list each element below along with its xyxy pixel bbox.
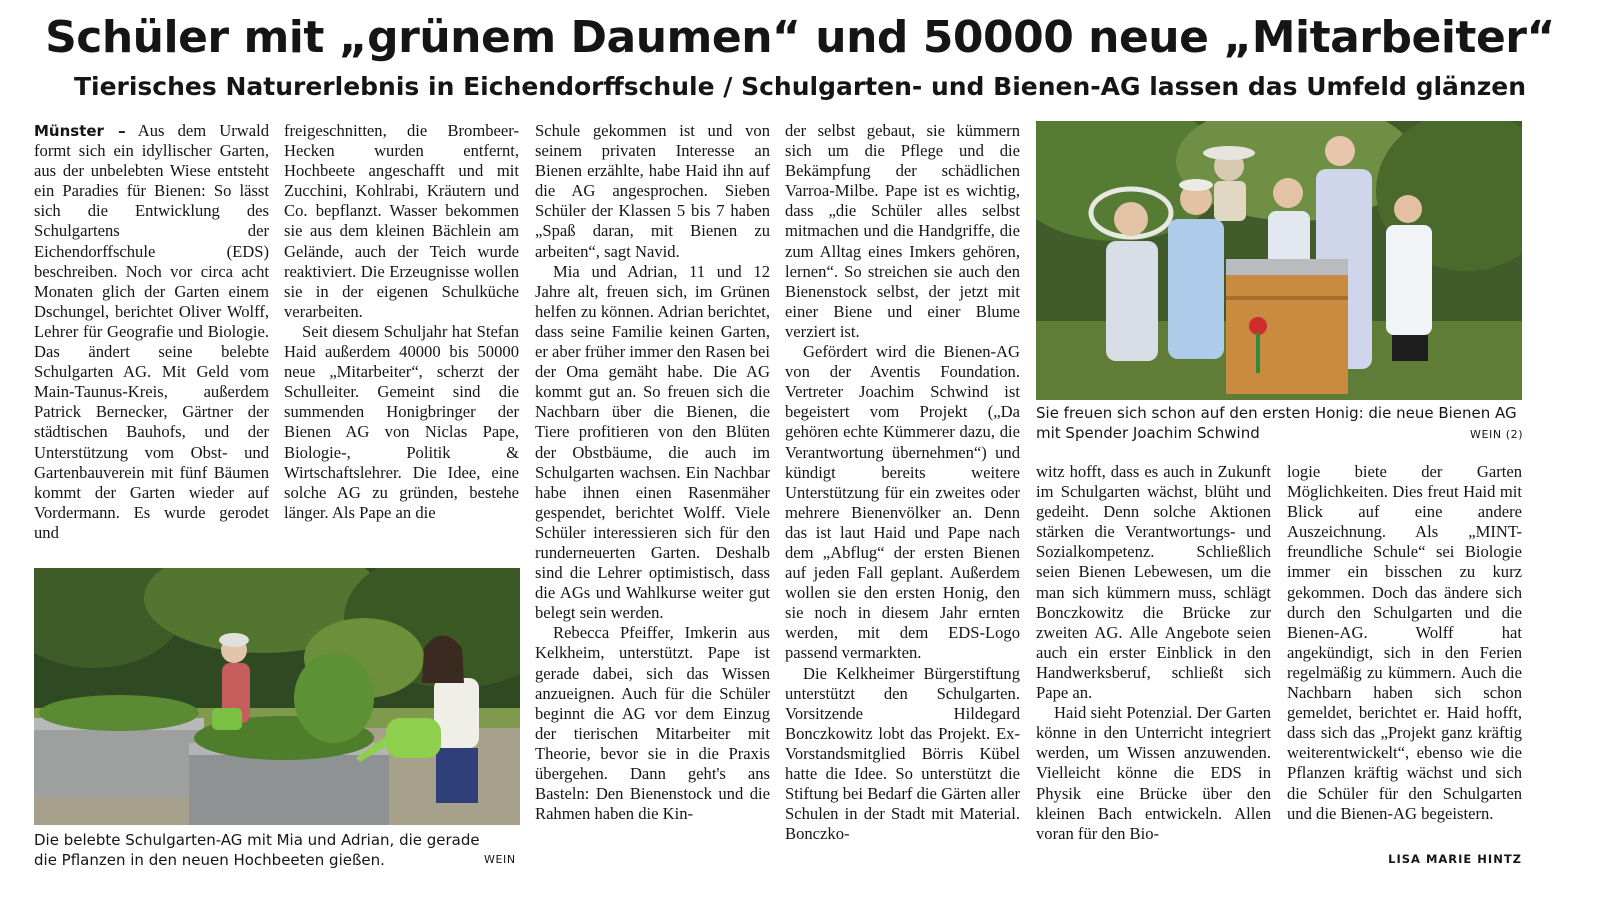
photo-caption-bees: Sie freuen sich schon auf den ersten Honig: die neue Bienen AG mit Spender Joachim Schwind xyxy=(1036,404,1517,442)
article-column-4 xyxy=(785,121,1020,873)
article-column-2 xyxy=(284,121,519,551)
photo-bee-group xyxy=(1036,121,1522,400)
photo-credit-garden: WEIN xyxy=(484,853,516,866)
headline: Schüler mit „grünem Daumen“ und 50000 neue „Mitarbeiter“ xyxy=(45,12,1555,63)
paragraph: Münster – Aus dem Urwald formt sich ein idyllischer Garten, aus der unbelebten Wiese entsteht ein Paradies für Bienen: So lässt sich die Entwicklung des Schulgartens der Eichendorffschule (EDS) beschreiben. Noch vor circa acht Monaten glich der Garten einem Dschungel, berichtet Oliver Wolff, Lehrer für Geografie und Biologie. Das ändert seine belebte Schulgarten AG. Mit Geld vom Main-Taunus-Kreis, außerdem Patrick Bernecker, Gärtner der städtischen Bauhofs, und der Unterstützung vom Obst- und Gartenbauverein mit fünf Bäumen kommt der Garten wieder auf Vordermann. Es wurde gerodet und xyxy=(34,121,270,542)
paragraph: witz hofft, dass es auch in Zukunft im Schulgarten wächst, blüht und gedeiht. Denn solche Aktionen stärken die Verantwortungs- und Sozialkompetenz. Schließlich seien Bienen Lebewesen, um die man sich kümmern muss, schlägt Bonczkowitz die Brücke zur zweiten AG. Alle Angebote seien auch ein erster Einblick in den Handwerksberuf, schließt sich Pape an. xyxy=(1036,462,1271,703)
paragraph: Haid sieht Potenzial. Der Garten könne in den Unterricht integriert werden, um Wissen anzuwenden. Vielleicht könne die EDS in Physik eine Brücke über den kleinen Bach entwickeln. Allen voran für den Bio- xyxy=(1036,703,1271,843)
paragraph: Die Kelkheimer Bürgerstiftung unterstützt den Schulgarten. Vorsitzende Hildegard Bonczkowitz lobt das Projekt. Ex-Vorstandsmitglied Börris Kübel hatte die Idee. So unterstützt die Stiftung bei Bedarf die Gärten aller Schulen in der Stadt mit Material. Bonczko- xyxy=(785,663,1020,844)
article-column-5 xyxy=(1036,462,1271,872)
paragraph: Mia und Adrian, 11 und 12 Jahre alt, freuen sich, im Grünen helfen zu können. Adrian berichtet, dass seine Familie keinen Garten, er aber früher immer den Rasen bei der Oma gemäht habe. Die AG kommt gut an. So freuen sich die Nachbarn über die Bienen, die Tiere profitieren von den Blüten der Obstbäume, die auch im Schulgarten wachsen. Ein Nachbar habe ihnen einen Rasenmäher gespendet, berichtet Wolff. Viele Schüler interessieren sich für den runderneuerten Garten. Deshalb sind die Lehrer optimistisch, dass die AGs und Wahlkurse weiter gut belegt sein werden. xyxy=(535,261,770,623)
subheadline: Tierisches Naturerlebnis in Eichendorffschule / Schulgarten- und Bienen-AG lassen das Umfeld glänzen xyxy=(73,72,1527,101)
paragraph: freigeschnitten, die Brombeer-Hecken wurden entfernt, Hochbeete angeschafft und mit Zucchini, Kohlrabi, Kräutern und Co. bepflanzt. Wasser bekommen sie aus dem kleinen Bächlein am Gelände, auch der Teich wurde reaktiviert. Die Erzeugnisse wollen sie in der eigenen Schulküche verarbeiten. xyxy=(284,121,519,321)
article-column-6 xyxy=(1287,462,1522,852)
paragraph: Rebecca Pfeiffer, Imkerin aus Kelkheim, unterstützt. Pape ist gerade dabei, sich das Wissen anzueignen. Auch für die Schüler beginnt die AG vor dem Einzug der tierischen Mitarbeiter mit Theorie, bevor sie in die Praxis übergehen. Dann geht's ans Basteln: Den Bienenstock und die Rahmen haben die Kin- xyxy=(535,623,770,824)
paragraph: der selbst gebaut, sie kümmern sich um die Pflege und die Bekämpfung der schädlichen Varroa-Milbe. Pape ist es wichtig, dass „die Schüler alles selbst mitmachen und die Handgriffe, die zum Alltag eines Imkers gehören, lernen“. So streichen sie auch den Bienenstock selbst, der jetzt mit einer Biene und einer Blume verziert ist. xyxy=(785,121,1020,341)
photo-credit-bees: WEIN (2) xyxy=(1470,428,1524,441)
paragraph: Seit diesem Schuljahr hat Stefan Haid außerdem 40000 bis 50000 neue „Mitarbeiter“, scherzt der Schulleiter. Gemeint sind die summenden Honigbringer der Bienen AG von Niclas Pape, Biologie-, Politik & Wirtschaftslehrer. Die Idee, eine solche AG zu gründen, bestehe länger. Als Pape an die xyxy=(284,321,519,522)
paragraph: logie biete der Garten Möglichkeiten. Dies freut Haid mit Blick auf eine andere Auszeichnung. Als „MINT-freundliche Schule“ sei Biologie immer ein bisschen zu kurz gekommen. Doch das ändere sich durch den Schulgarten und die Bienen-AG. Wolff hat angekündigt, sich in den Ferien regelmäßig zu kümmern. Auch die Nachbarn haben sich schon gemeldet, berichtet er. Haid hofft, dass sich das „Projekt ganz kräftig weiterentwickelt“, ebenso wie die Pflanzen kräftig wächst und sich die Schüler für den Schulgarten und die Bienen-AG begeistern. xyxy=(1287,462,1522,823)
article-column-3 xyxy=(535,121,770,873)
author-byline: LISA MARIE HINTZ xyxy=(1388,852,1522,866)
article-column-1 xyxy=(34,121,269,551)
paragraph: Gefördert wird die Bienen-AG von der Aventis Foundation. Vertreter Joachim Schwind ist begeistert vom Projekt („Da gehören echte Kümmerer dazu, die Verantwortung übernehmen“) und kündigt bereits weitere Unterstützung für ein zweites oder mehrere Bienenvölker an. Denn das ist laut Haid und Pape nach dem „Abflug“ der ersten Bienen auf jeden Fall geplant. Außerdem wollen sie den ersten Honig, den sie noch in diesem Jahr ernten werden, mit dem EDS-Logo passend vermarkten. xyxy=(785,342,1020,663)
paragraph: Schule gekommen ist und von seinem privaten Interesse an Bienen erzählte, habe Haid ihn auf die AG angesprochen. Sieben Schüler der Klassen 5 bis 7 haben „Spaß daran, mit Bienen zu arbeiten“, sagt Navid. xyxy=(535,121,770,261)
photo-caption-garden: Die belebte Schulgarten-AG mit Mia und Adrian, die gerade die Pflanzen in den neuen Hochbeeten gießen. xyxy=(34,831,480,869)
photo-school-garden xyxy=(34,568,520,825)
dateline: Münster – xyxy=(34,122,126,140)
